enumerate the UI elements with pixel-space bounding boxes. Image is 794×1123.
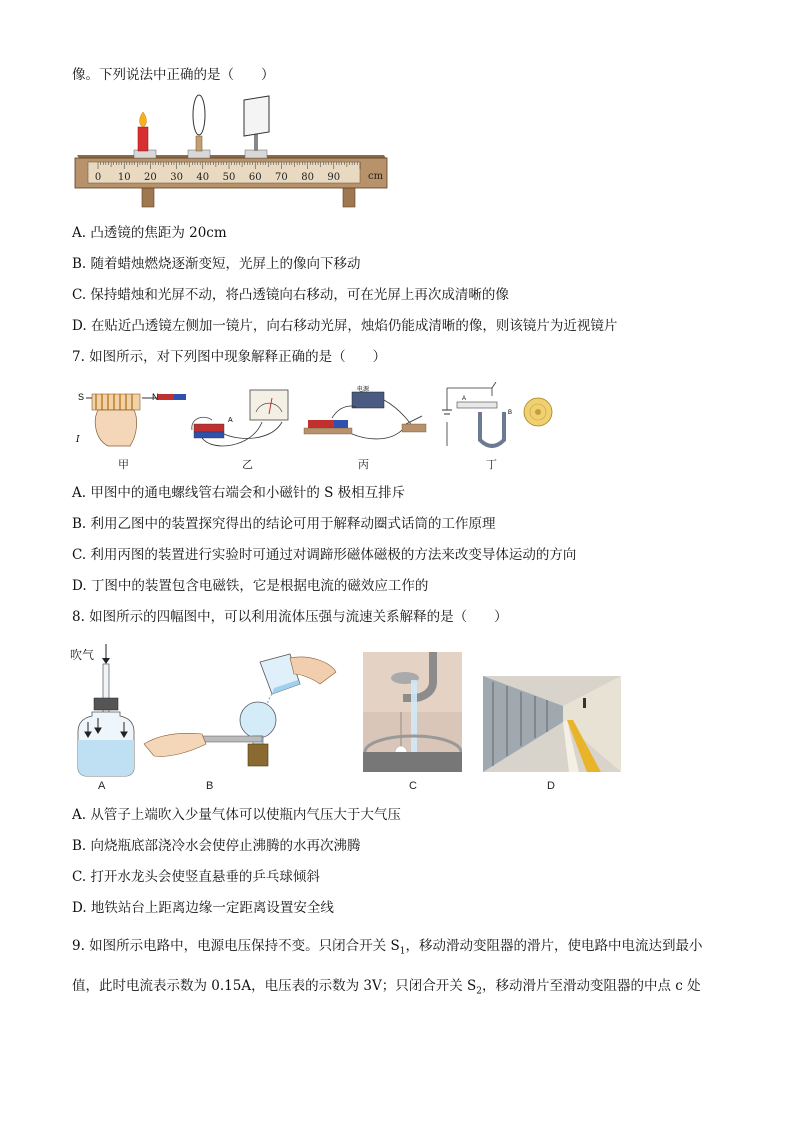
convex-lens xyxy=(193,95,205,135)
q9-line-1: 9. 如图所示电路中，电源电压保持不变。只闭合开关 $S_1$，移动滑动变阻器的滑片，使电路中电流达到最小 xyxy=(72,938,703,957)
svg-text:A: A xyxy=(228,417,233,424)
scale-number: 60 xyxy=(248,172,262,183)
q7-figures xyxy=(72,382,572,472)
q8-option-a: A. 从管子上端吹入少量气体可以使瓶内气压大于大气压 xyxy=(72,807,401,823)
q6-stem-tail: 像。下列说法中正确的是（ ） xyxy=(72,67,275,83)
figure-jia-solenoid xyxy=(75,392,186,446)
q8-option-d: D. 地铁站台上距离边缘一定距离设置安全线 xyxy=(72,900,334,916)
figure-yi-galvanometer xyxy=(192,390,288,446)
q7-caption-yi: 乙 xyxy=(242,459,253,471)
scale-number: 20 xyxy=(144,172,157,183)
scale-number: 30 xyxy=(170,172,183,183)
q7-caption-ding: 丁 xyxy=(486,459,497,471)
q7-stem: 7. 如图所示，对下列图中现象解释正确的是（ ） xyxy=(72,349,387,365)
scale-number: 80 xyxy=(301,172,314,183)
figure-ding-electric-bell xyxy=(442,382,552,446)
q6-option-d: D. 在贴近凸透镜左侧加一镜片，向右移动光屏，烛焰仍能成清晰的像，则该镜片为近视镜片 xyxy=(72,318,618,334)
q7-caption-bing: 丙 xyxy=(358,459,369,471)
q8-caption-a: A xyxy=(98,780,106,792)
light-screen xyxy=(244,96,269,136)
q6-option-c: C. 保持蜡烛和光屏不动，将凸透镜向右移动，可在光屏上再次成清晰的像 xyxy=(72,287,509,303)
round-flask-icon xyxy=(240,702,276,738)
hand-icon xyxy=(144,733,206,756)
galvanometer-icon xyxy=(250,390,288,420)
optical-bench-figure xyxy=(72,92,392,210)
figure-c-faucet-photo xyxy=(363,652,462,772)
electromagnet-icon xyxy=(480,412,504,446)
candle-flame xyxy=(140,112,147,127)
q6-option-a: A. 凸透镜的焦距为 20cm xyxy=(72,225,227,241)
q7-option-b: B. 利用乙图中的装置探究得出的结论可用于解释动圈式话筒的工作原理 xyxy=(72,516,496,532)
q8-option-b: B. 向烧瓶底部浇冷水会使停止沸腾的水再次沸腾 xyxy=(72,838,361,854)
scale-number: 70 xyxy=(275,172,288,183)
svg-text:I: I xyxy=(76,435,80,445)
q7-option-d: D. 丁图中的装置包含电磁铁，它是根据电流的磁效应工作的 xyxy=(72,578,429,594)
q8-option-c: C. 打开水龙头会使竖直悬垂的乒乓球倾斜 xyxy=(72,869,320,885)
q8-caption-b: B xyxy=(206,780,214,792)
scale-number: 0 xyxy=(94,172,102,183)
bench-leg-left xyxy=(142,187,154,207)
svg-text:N: N xyxy=(152,392,159,402)
scale-unit: cm xyxy=(368,171,384,182)
svg-text:B: B xyxy=(508,410,513,416)
scale-number: 40 xyxy=(196,172,210,183)
candle xyxy=(138,127,148,151)
figure-d-subway-photo xyxy=(483,676,621,772)
figure-bing-motor xyxy=(304,385,426,439)
power-source-icon xyxy=(352,392,384,408)
scale-number: 90 xyxy=(327,172,341,183)
q7-option-a: A. 甲图中的通电螺线管右端会和小磁针的 S 极相互排斥 xyxy=(72,485,406,501)
q7-caption-jia: 甲 xyxy=(118,459,129,471)
svg-text:电源: 电源 xyxy=(357,387,370,393)
q8-caption-d: D xyxy=(547,780,555,792)
scale-number: 50 xyxy=(222,172,236,183)
q6-option-b: B. 随着蜡烛燃烧逐渐变短，光屏上的像向下移动 xyxy=(72,256,361,272)
beaker-icon xyxy=(260,654,336,694)
q8-caption-c: C xyxy=(409,780,417,792)
blow-label: 吹气 xyxy=(70,648,95,662)
switch-icon xyxy=(402,424,426,432)
figure-a-bottle xyxy=(74,640,144,778)
q7-option-c: C. 利用丙图的装置进行实验时可通过对调蹄形磁体磁极的方法来改变导体运动的方向 xyxy=(72,547,577,563)
figure-b-flask xyxy=(140,648,340,774)
svg-text:A: A xyxy=(462,396,467,402)
q9-line-2: 值，此时电流表示数为 0.15A，电压表的示数为 3V；只闭合开关 $S_2$，移动滑片至滑动变阻器的中点 c 处 xyxy=(72,978,701,997)
q8-stem: 8. 如图所示的四幅图中，可以利用流体压强与流速关系解释的是（ ） xyxy=(72,609,508,625)
hand-icon xyxy=(95,410,136,446)
scale-number: 10 xyxy=(117,172,131,183)
svg-text:S: S xyxy=(78,392,85,402)
bench-leg-right xyxy=(343,187,355,207)
